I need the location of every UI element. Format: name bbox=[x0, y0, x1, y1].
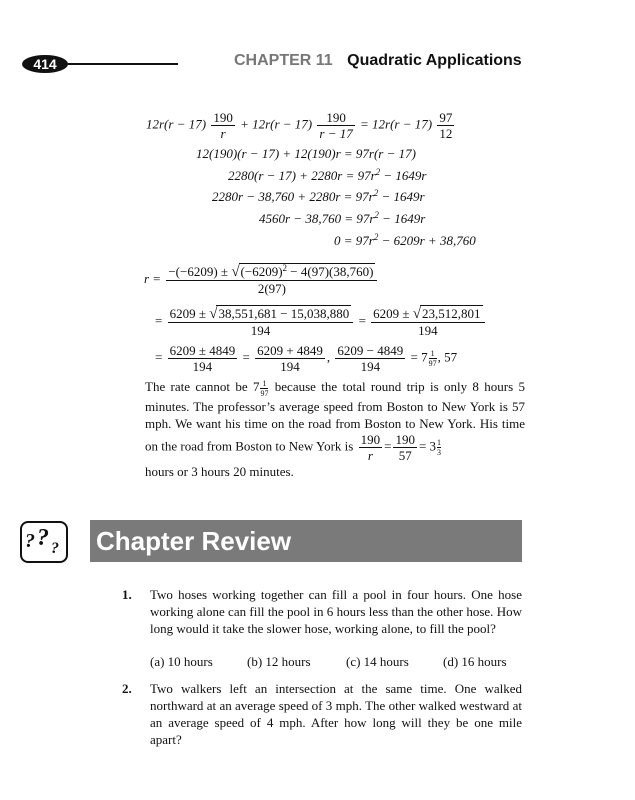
eq4-right: − 1649r bbox=[378, 189, 425, 204]
question-2-number: 2. bbox=[122, 681, 132, 696]
explanation-equals-2: = 3 bbox=[418, 438, 437, 453]
question-1-option-b[interactable]: (b) 12 hours bbox=[247, 654, 311, 669]
step3-mixed-fraction bbox=[429, 349, 437, 368]
quad-rad-a: (−6209) bbox=[240, 264, 283, 279]
equation-line-6 bbox=[334, 233, 476, 248]
chapter-label: CHAPTER 11 bbox=[234, 52, 333, 69]
explanation-fraction-2 bbox=[393, 432, 417, 463]
explanation-mixed1-num: 1 bbox=[262, 378, 267, 388]
chapter-title: Quadratic Applications bbox=[347, 52, 522, 69]
equation-line-2: 12(190)(r − 17) + 12(190)r = 97r(r − 17) bbox=[196, 146, 416, 161]
eq6-exponent: 2 bbox=[373, 232, 379, 242]
step3-mixed-den: 97 bbox=[428, 359, 437, 368]
explanation-mixed1-den: 97 bbox=[260, 388, 269, 398]
running-header bbox=[234, 52, 522, 70]
step3-frac2-den: 194 bbox=[280, 359, 300, 374]
step3-frac2-num: 6209 + 4849 bbox=[257, 343, 323, 358]
step3-frac1-den: 194 bbox=[192, 359, 213, 374]
explanation-frac2-num: 190 bbox=[395, 431, 415, 447]
step3-mixed-num: 1 bbox=[430, 349, 435, 358]
step3-frac3-num: 6209 − 4849 bbox=[337, 343, 404, 358]
header-rule bbox=[66, 63, 178, 65]
step2-frac1-prefix: 6209 ± bbox=[169, 306, 206, 321]
step3-tail: , 57 bbox=[437, 349, 458, 365]
quad-numerator bbox=[166, 264, 377, 281]
eq3-right: − 1649r bbox=[380, 168, 427, 183]
question-1-options bbox=[150, 654, 507, 670]
explanation-mixed2-num: 1 bbox=[437, 437, 442, 447]
svg-text:?: ? bbox=[25, 530, 35, 552]
step3-equals-1: = bbox=[155, 349, 163, 365]
step2-frac2-prefix: 6209 ± bbox=[373, 306, 410, 321]
eq5-exponent: 2 bbox=[374, 210, 379, 220]
explanation-mixed-1 bbox=[260, 379, 268, 398]
explanation-equals-1: = bbox=[384, 438, 392, 453]
step2-frac1-den: 194 bbox=[250, 323, 271, 338]
question-marks-icon bbox=[20, 521, 68, 563]
equation-line-1 bbox=[146, 110, 456, 141]
equation-line-3 bbox=[228, 168, 427, 183]
step3-frac1-num: 6209 ± 4849 bbox=[169, 343, 236, 358]
sqrt-sign: √ bbox=[231, 264, 240, 280]
svg-text:?: ? bbox=[51, 540, 59, 557]
quad-rad-exponent: 2 bbox=[282, 263, 288, 273]
eq1-frac3-num: 97 bbox=[439, 110, 453, 125]
question-1-option-c[interactable]: (c) 14 hours bbox=[346, 654, 409, 669]
explanation-paragraph bbox=[145, 378, 525, 480]
step3-equals-2: = bbox=[242, 349, 250, 365]
step3-comma: , bbox=[326, 349, 331, 365]
eq4-exponent: 2 bbox=[373, 188, 379, 198]
step3-fraction-2 bbox=[255, 343, 325, 374]
eq1-frac2-num: 190 bbox=[317, 110, 354, 126]
step2-equals-1: = bbox=[155, 312, 163, 328]
explanation-mixed-2 bbox=[437, 438, 441, 457]
question-1-option-a[interactable]: (a) 10 hours bbox=[150, 654, 213, 669]
explanation-fraction-1 bbox=[359, 432, 383, 463]
explanation-frac1-den: r bbox=[367, 447, 373, 463]
eq4-left: 2280r − 38,760 + 2280r = 97r bbox=[212, 189, 374, 204]
equation-line-4 bbox=[212, 189, 425, 204]
step2-frac2-den: 194 bbox=[418, 323, 438, 338]
quad-denominator: 2(97) bbox=[257, 281, 286, 296]
eq1-frac1-den: r bbox=[220, 126, 226, 141]
eq1-term-a: 12r(r − 17) bbox=[146, 116, 207, 132]
svg-text:?: ? bbox=[37, 525, 49, 551]
quad-num-prefix: −(−6209) ± bbox=[168, 264, 229, 279]
explanation-frac2-den: 57 bbox=[398, 447, 412, 463]
eq1-frac3-den: 12 bbox=[439, 126, 453, 141]
question-1-option-d[interactable]: (d) 16 hours bbox=[443, 654, 507, 669]
step2-frac1-radicand: 38,551,681 − 15,038,880 bbox=[218, 306, 350, 321]
eq1-term-b: + 12r(r − 17) bbox=[240, 116, 313, 132]
eq5-left: 4560r − 38,760 = 97r bbox=[259, 211, 375, 226]
sqrt-sign: √ bbox=[412, 306, 422, 322]
question-1-number: 1. bbox=[122, 587, 132, 602]
explanation-mixed2-den: 3 bbox=[437, 447, 442, 457]
explanation-text-1: The rate cannot be 7 bbox=[145, 379, 260, 394]
step2-fraction-1 bbox=[168, 306, 354, 338]
step2-frac2-num bbox=[371, 306, 484, 323]
equation-line-5 bbox=[259, 211, 425, 226]
step3-equals-3: = 7 bbox=[410, 349, 428, 365]
eq1-fraction-1 bbox=[211, 110, 235, 141]
sqrt-sign: √ bbox=[209, 306, 218, 322]
question-1 bbox=[122, 586, 522, 637]
quadratic-step-3 bbox=[155, 343, 457, 374]
eq1-frac1-num: 190 bbox=[213, 110, 233, 125]
page-number-badge: 414 bbox=[22, 55, 68, 73]
explanation-text-2: because the total round trip is only 8 hours 5 minutes. The professor’s average speed from Boston to New York is 57 mph. We want his time on the road from Boston to New York. His time on the road from Boston to New York is bbox=[145, 379, 525, 453]
eq1-term-c: = 12r(r − 17) bbox=[359, 116, 433, 132]
chapter-review-heading: Chapter Review bbox=[90, 520, 522, 562]
eq3-left: 2280(r − 17) + 2280r = 97r bbox=[228, 168, 376, 183]
eq6-right: − 6209r + 38,760 bbox=[378, 233, 476, 248]
step3-fraction-3 bbox=[335, 343, 405, 374]
question-2-text: Two walkers left an intersection at the same time. One walked northward at an average speed of 3 mph. The other walked westward at an average speed of 4 mph. After how long will they be one mile apart? bbox=[150, 681, 522, 747]
step2-fraction-2 bbox=[371, 306, 484, 338]
step3-frac3-den: 194 bbox=[360, 359, 381, 374]
eq3-exponent: 2 bbox=[375, 167, 381, 177]
explanation-frac1-num: 190 bbox=[360, 431, 381, 447]
eq1-fraction-3 bbox=[437, 110, 454, 141]
question-1-text: Two hoses working together can fill a pool in four hours. One hose working alone can fill the pool in 6 hours less than the other hose. How long would it take the slower hose, working alone, to fill the pool? bbox=[150, 587, 522, 636]
step2-equals-2: = bbox=[358, 312, 366, 328]
question-2 bbox=[122, 680, 522, 748]
step2-frac1-num bbox=[168, 306, 354, 323]
quad-lhs: r = bbox=[144, 270, 162, 286]
quad-fraction bbox=[166, 264, 377, 296]
explanation-text-3: hours or 3 hours 20 minutes. bbox=[145, 463, 294, 479]
step3-fraction-1 bbox=[168, 343, 238, 374]
eq5-right: − 1649r bbox=[378, 211, 426, 226]
step2-frac2-radicand: 23,512,801 bbox=[422, 306, 481, 321]
quadratic-formula-line bbox=[144, 264, 379, 296]
quad-rad-b: − 4(97)(38,760) bbox=[287, 264, 374, 279]
quadratic-step-2 bbox=[155, 306, 487, 338]
eq1-fraction-2 bbox=[317, 110, 354, 141]
quad-radicand bbox=[239, 263, 376, 279]
eq1-frac2-den: r − 17 bbox=[319, 126, 353, 141]
eq6-left: 0 = 97r bbox=[334, 233, 374, 248]
